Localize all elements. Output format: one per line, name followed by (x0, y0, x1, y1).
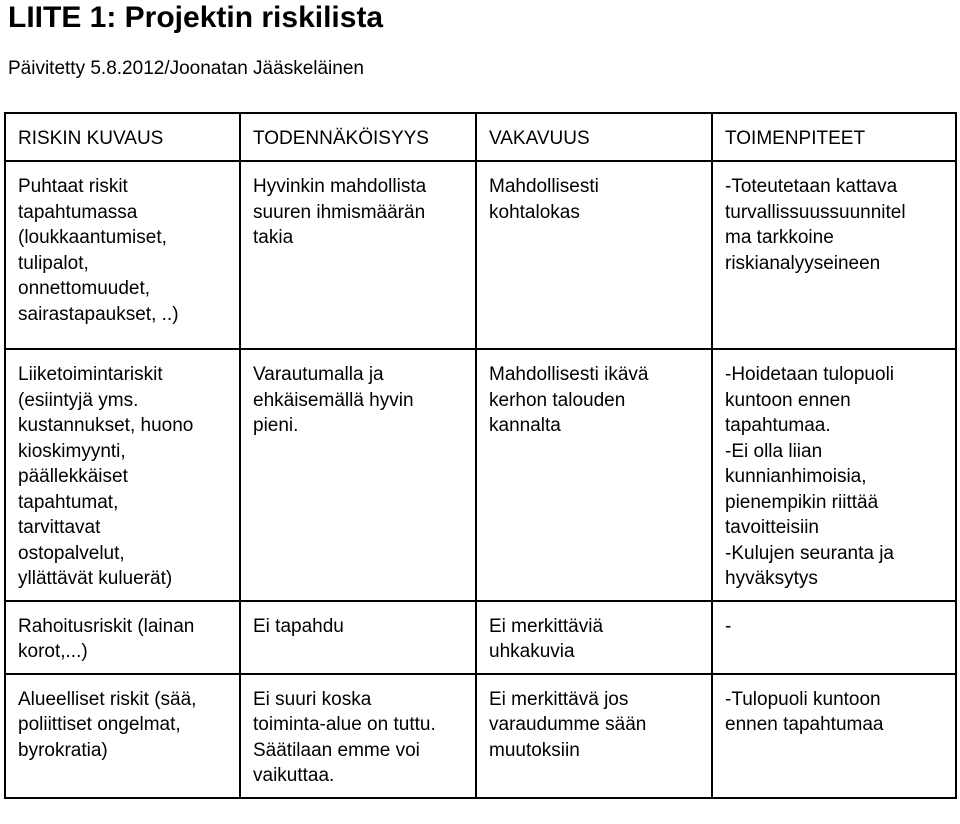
cell-actions: -Hoidetaan tulopuoli kuntoon ennen tapahtumaa. -Ei olla liian kunnianhimoisia, pienempikin riittää tavoitteisiin -Kulujen seuranta ja hyväksytys (712, 349, 956, 601)
header-severity: VAKAVUUS (476, 113, 712, 161)
table-header-row (5, 113, 956, 161)
cell-risk-description: Puhtaat riskit tapahtumassa (loukkaantumiset, tulipalot, onnettomuudet, sairastapaukset, ..) (5, 161, 240, 349)
cell-risk-description: Liiketoimintariskit (esiintyjä yms. kustannukset, huono kioskimyynti, päällekkäiset tapahtumat, tarvittavat ostopalvelut, yllättävät kuluerät) (5, 349, 240, 601)
table-row (5, 601, 956, 674)
header-actions: TOIMENPITEET (712, 113, 956, 161)
cell-actions: -Toteutetaan kattava turvallissuussuunnitel ma tarkkoine riskianalyyseineen (712, 161, 956, 349)
cell-severity: Ei merkittävä jos varaudumme sään muutoksiin (476, 674, 712, 798)
cell-actions: - (712, 601, 956, 674)
cell-severity: Mahdollisesti ikävä kerhon talouden kannalta (476, 349, 712, 601)
table-row (5, 674, 956, 798)
cell-probability: Ei tapahdu (240, 601, 476, 674)
risk-table (4, 112, 957, 799)
cell-probability: Ei suuri koska toiminta-alue on tuttu. Säätilaan emme voi vaikuttaa. (240, 674, 476, 798)
header-risk-description: RISKIN KUVAUS (5, 113, 240, 161)
cell-probability: Varautumalla ja ehkäisemällä hyvin pieni. (240, 349, 476, 601)
cell-risk-description: Alueelliset riskit (sää, poliittiset ongelmat, byrokratia) (5, 674, 240, 798)
cell-risk-description: Rahoitusriskit (lainan korot,...) (5, 601, 240, 674)
cell-severity: Ei merkittäviä uhkakuvia (476, 601, 712, 674)
table-row (5, 161, 956, 349)
document-subtitle: Päivitetty 5.8.2012/Joonatan Jääskeläinen (8, 58, 364, 79)
document-title: LIITE 1: Projektin riskilista (8, 1, 384, 34)
cell-probability: Hyvinkin mahdollista suuren ihmismäärän takia (240, 161, 476, 349)
cell-severity: Mahdollisesti kohtalokas (476, 161, 712, 349)
table-row (5, 349, 956, 601)
cell-actions: -Tulopuoli kuntoon ennen tapahtumaa (712, 674, 956, 798)
header-probability: TODENNÄKÖISYYS (240, 113, 476, 161)
